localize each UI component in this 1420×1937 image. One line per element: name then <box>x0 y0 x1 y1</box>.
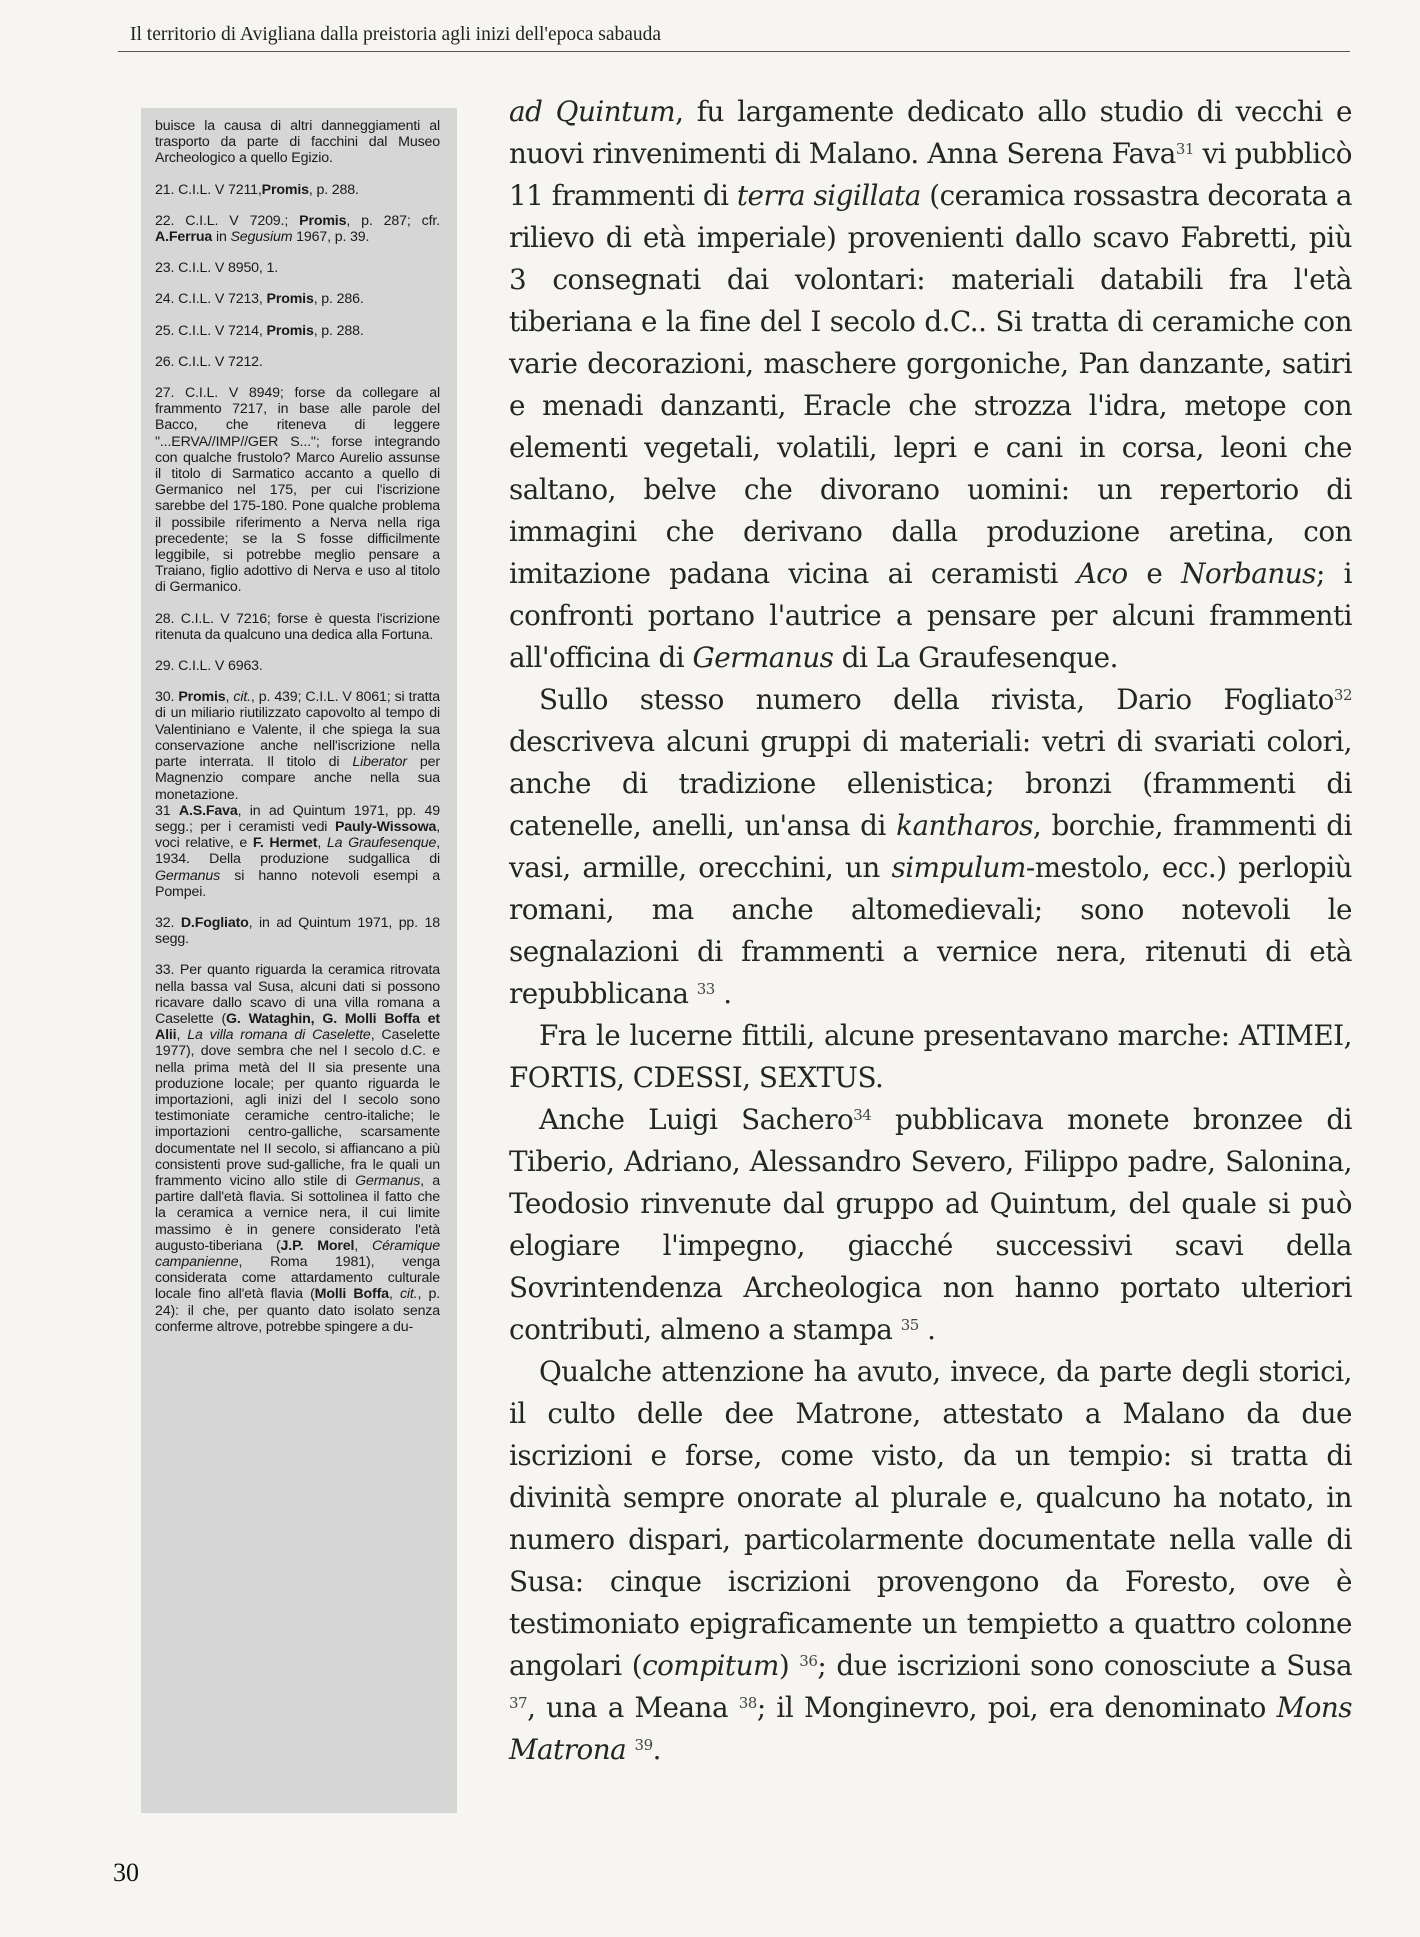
text-run: , <box>317 835 327 852</box>
text-run: , voci relative, e <box>155 818 440 852</box>
text-run: cit. <box>233 689 251 706</box>
footnote-n25 <box>155 323 440 339</box>
text-run: simpulum <box>891 851 1026 884</box>
text-run: . <box>918 1313 936 1346</box>
text-run: Promis <box>266 322 314 339</box>
text-run: F. Hermet <box>252 835 318 852</box>
text-run <box>626 1733 634 1766</box>
footnotes-sidebar <box>141 108 457 1813</box>
text-run: Fra le lucerne fittili, alcune presentavano marche: ATIMEI, FORTIS, CDESSI, SEXTUS. <box>509 1019 1352 1094</box>
footnote-ref: 34 <box>853 1106 872 1124</box>
text-run: 27. C.I.L. V 8949; forse da collegare al frammento 7217, in base alle parole del Bacco, che riteneva di leggere "...ERVA//IMP//GER S..."; forse integrando con qualche frustolo? Marco Aurelio assunse il titolo di Sarmatico accanto a quello di Germanico nel 175, per cui l'iscrizione sarebbe del 175-180. Pone qualche problema il possibile riferimento a Nerva nella riga precedente; se la S fosse difficilmente leggibile, si potrebbe meglio pensare a Traiano, figlio adottivo di Nerva e uso al titolo di Germanico. <box>155 385 440 596</box>
text-run: . <box>652 1733 661 1766</box>
text-run: Segusium <box>230 229 293 246</box>
text-run: , in ad Quintum 1971, pp. 49 segg.; per i ceramisti vedi <box>155 802 440 835</box>
footnote-ref: 33 <box>696 980 715 998</box>
text-run: Céramique campanienne <box>155 1237 441 1270</box>
page-number: 30 <box>113 1858 139 1887</box>
text-run: ; il Monginevro, poi, era denominato <box>756 1691 1277 1724</box>
text-run: per Magnenzio compare anche nella sua monetazione. <box>155 754 440 803</box>
text-run: Molli Boffa <box>314 1286 389 1303</box>
text-run: , p. 288. <box>308 181 359 198</box>
text-run: kantharos <box>896 809 1033 842</box>
text-run: Liberator <box>352 754 407 771</box>
text-run: , Caselette 1977), dove sembra che nel I secolo d.C. e nella prima metà del II sia presente una produzione locale; per quanto riguarda le importazioni, agli inizi del I secolo sono testimoniate ceramiche centro-italiche; le importazioni centro-galliche, scarsamente documentate nel II secolo, si affiancano a più consistenti prove sud-galliche, fra le quali un frammento vicino allo stile di <box>155 1027 441 1189</box>
text-run: D.Fogliato <box>180 914 249 931</box>
text-run: Anche Luigi Sachero <box>539 1103 854 1136</box>
footnotes-list <box>155 118 440 1335</box>
text-run: 28. C.I.L. V 7216; forse è questa l'iscrizione ritenuta da qualcuno una dedica alla Fortuna. <box>155 610 440 643</box>
footnote-ref: 37 <box>509 1694 528 1712</box>
text-run: Mons Matrona <box>509 1691 1352 1766</box>
text-run: (ceramica rossastra decorata a rilievo di età imperiale) provenienti dallo scavo Fabretti, più 3 consegnati dai volontari: materiali databili fra l'età tiberiana e la fine del I secolo d.C.. Si tratta di ceramiche con varie decorazioni, maschere gorgoniche, Pan danzante, satiri e menadi danzanti, Eracle che strozza l'idra, metope con elementi vegetali, volatili, lepri e cani in corsa, leoni che saltano, belve che divorano uomini: un repertorio di immagini che derivano dalla produzione aretina, con imitazione padana vicina ai ceramisti <box>509 179 1352 590</box>
text-run: , Roma 1981), venga considerata come attardamento culturale locale fino all'età flavia ( <box>155 1253 440 1303</box>
text-run: La villa romana di Caselette <box>187 1027 371 1044</box>
text-run: , p. 286. <box>313 291 364 308</box>
text-run: Norbanus <box>1181 557 1316 590</box>
text-run: , <box>388 1286 400 1303</box>
text-run: , fu largamente dedicato allo studio di vecchi e nuovi rinvenimenti di Malano. Anna Serena Fava <box>509 95 1352 170</box>
text-run: , una a Meana <box>527 1691 739 1724</box>
body-paragraph <box>509 1015 1352 1099</box>
text-run: , p. 287; cfr. <box>346 212 440 229</box>
text-run: 31 <box>155 802 179 819</box>
footnote-ref: 38 <box>738 1694 757 1712</box>
text-run: A.S.Fava <box>178 802 238 819</box>
text-run: si hanno notevoli esempi a Pompei. <box>155 867 440 900</box>
text-run: 25. C.I.L. V 7214, <box>155 322 267 339</box>
footnote-n28 <box>155 611 440 643</box>
text-run: , <box>354 1237 372 1254</box>
text-run: Promis <box>261 181 309 198</box>
footnote-n20 <box>155 118 440 167</box>
text-run: ; i confronti portano l'autrice a pensare per alcuni frammenti all'officina di <box>509 557 1352 674</box>
header-rule <box>118 51 1350 52</box>
text-run: , <box>176 1027 188 1044</box>
text-run: 30. <box>155 689 179 706</box>
footnote-ref: 36 <box>799 1652 818 1670</box>
footnote-ref: 39 <box>634 1736 653 1754</box>
text-run: Promis <box>178 689 226 706</box>
text-run: Aco <box>1076 557 1128 590</box>
text-run: 32. <box>155 914 181 931</box>
body-paragraph <box>509 91 1352 679</box>
footnote-ref: 35 <box>900 1316 919 1334</box>
text-run: -mestolo, ecc.) perlopiù romani, ma anche altomedievali; sono notevoli le segnalazioni di frammenti a vernice nera, ritenuti di età repubblicana <box>509 851 1353 1010</box>
text-run: 23. C.I.L. V 8950, 1. <box>155 260 279 277</box>
text-run: compitum <box>642 1649 779 1682</box>
text-run: Promis <box>266 291 314 308</box>
text-run: buisce la causa di altri danneggiamenti al trasporto da parte di facchini dal Museo Archeologico a quello Egizio. <box>155 118 440 167</box>
text-run: 1967, p. 39. <box>292 229 370 246</box>
running-head: Il territorio di Avigliana dalla preistoria agli inizi dell'epoca sabauda <box>130 24 662 45</box>
text-run: vi pubblicò 11 frammenti di <box>509 137 1352 212</box>
text-run: terra sigillata <box>736 179 921 212</box>
footnote-n33 <box>155 962 440 1335</box>
text-run: , p. 24): il che, per quanto dato isolato senza conferme altrove, potrebbe spingere a du- <box>155 1286 440 1335</box>
text-run: . <box>714 977 732 1010</box>
text-run: ; due iscrizioni sono conosciute a Susa <box>817 1649 1353 1682</box>
text-run: pubblicava monete bronzee di Tiberio, Adriano, Alessandro Severo, Filippo padre, Salonina, Teodosio rinvenute dal gruppo ad Quintum, del quale si può elogiare l'impegno, giacché successivi scavi della Sovrintendenza Archeologica non hanno portato ulteriori contributi, almeno a stampa <box>509 1103 1352 1346</box>
footnote-n22 <box>155 213 440 245</box>
main-text-column <box>509 91 1352 1771</box>
text-run: e <box>1127 557 1182 590</box>
text-run: ) <box>778 1649 800 1682</box>
footnote-n30 <box>155 689 440 900</box>
text-run: 22. C.I.L. V 7209.; <box>155 212 300 229</box>
body-paragraph <box>509 679 1352 1015</box>
text-run: in <box>212 229 231 246</box>
text-run: A.Ferrua <box>155 229 213 246</box>
text-run: 29. C.I.L. V 6963. <box>155 658 263 675</box>
text-run: descriveva alcuni gruppi di materiali: vetri di svariati colori, anche di tradizione ellenistica; bronzi (frammenti di catenelle, anelli, un'ansa di <box>509 725 1352 842</box>
text-run: , <box>225 689 234 706</box>
text-run: Qualche attenzione ha avuto, invece, da parte degli storici, il culto delle dee Matrone, attestato a Malano da due iscrizioni e forse, come visto, da un tempio: si tratta di divinità sempre onorate al plurale e, qualcuno ha notato, in numero dispari, particolarmente documentate nella valle di Susa: cinque iscrizioni provengono da Foresto, ove è testimoniato epigraficamente un tempietto a quattro colonne angolari ( <box>509 1355 1352 1682</box>
text-run: Germanus <box>355 1172 421 1189</box>
text-run: Germanus <box>692 641 834 674</box>
text-run: J.P. Morel <box>280 1237 355 1254</box>
text-run: , p. 288. <box>313 322 364 339</box>
footnote-n32 <box>155 915 440 947</box>
footnote-ref: 31 <box>1175 140 1194 158</box>
footnote-n23 <box>155 260 440 276</box>
text-run: , p. 439; C.I.L. V 8061; si tratta di un miliario riutilizzato capovolto al tempo di Valentiniano e Valente, il che spiega la sua conservazione anche nell'iscrizione nella parte interrata. Il titolo di <box>155 689 440 771</box>
text-run: , in ad Quintum 1971, pp. 18 segg. <box>155 914 440 948</box>
text-run: , a partire dall'età flavia. Si sottolinea il fatto che la ceramica a vernice nera, il cui limite massimo è in genere considerato l'età augusto-tiberiana ( <box>155 1172 441 1254</box>
text-run: , borchie, frammenti di vasi, armille, orecchini, un <box>509 809 1352 884</box>
footnote-ref: 32 <box>1333 686 1352 704</box>
text-run: , 1934. Della produzione sudgallica di <box>155 835 440 868</box>
text-run: La Graufesenque <box>326 835 437 852</box>
text-run: Pauly-Wissowa <box>334 818 437 835</box>
footnote-n27 <box>155 385 440 596</box>
footnote-n29 <box>155 658 440 674</box>
text-run: 26. C.I.L. V 7212. <box>155 353 263 370</box>
text-run: ad Quintum <box>509 95 676 128</box>
footnote-n24 <box>155 291 440 307</box>
text-run: 33. Per quanto riguarda la ceramica ritrovata nella bassa val Susa, alcuni dati si possono ricavare dallo scavo di una villa romana a Caselette ( <box>155 962 440 1027</box>
body-paragraph <box>509 1099 1352 1351</box>
text-run: 24. C.I.L. V 7213, <box>155 291 267 308</box>
footnote-n21 <box>155 182 440 198</box>
footnote-n26 <box>155 354 440 370</box>
text-run: 21. C.I.L. V 7211, <box>155 181 262 198</box>
text-run: Promis <box>299 212 347 229</box>
text-run: Germanus <box>155 867 221 884</box>
text-run: G. Wataghin, G. Molli Boffa et Alii <box>155 1010 441 1044</box>
body-paragraph <box>509 1351 1352 1771</box>
text-run: Sullo stesso numero della rivista, Dario Fogliato <box>539 683 1334 716</box>
text-run: di La Graufesenque. <box>833 641 1118 674</box>
text-run: cit. <box>399 1286 418 1303</box>
